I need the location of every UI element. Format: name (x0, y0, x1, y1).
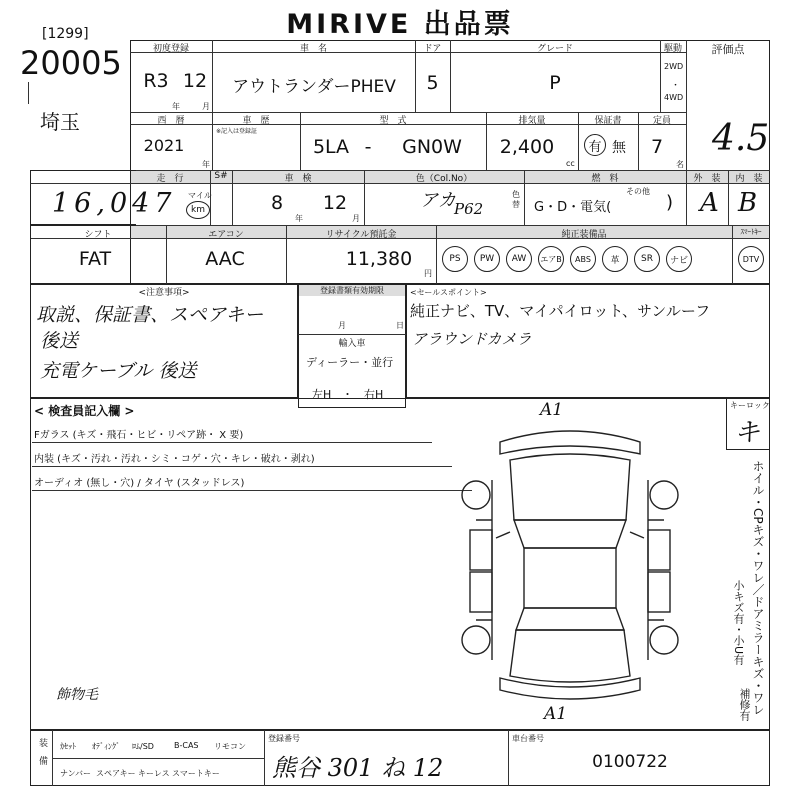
hdr-doors: ドア (423, 44, 442, 54)
equip-leather: 革 (602, 246, 628, 272)
mileage-km: km (186, 201, 210, 219)
score-value: 4.5 (712, 118, 770, 159)
fuel-options: G・D・電気( (534, 200, 612, 215)
footer-equip-2: ｵﾃﾞｨﾝｸﾞ (92, 742, 120, 751)
equip-aw: AW (506, 246, 532, 272)
damage-legend: ホイル・CPキズ・ワレ／ドアミラーキズ・ワレ (751, 460, 765, 716)
footer-equip-5: リモコン (214, 742, 246, 751)
warranty-yes: 有 (584, 134, 606, 156)
diagram-mark-top: A1 (540, 400, 564, 420)
shift-row-box (30, 225, 136, 284)
interior-grade: B (738, 188, 758, 218)
footer-equip-1: ｶｾｯﾄ (60, 742, 76, 751)
drive-4wd: 4WD (664, 93, 684, 102)
car-diagram (440, 420, 700, 710)
note-2: 後送 (40, 330, 79, 352)
mileage-row-box (30, 170, 136, 225)
capacity: 7 (650, 136, 664, 158)
footer-equip-8: キーレス (138, 769, 170, 778)
aircon-value: AAC (205, 248, 245, 270)
reg-month: 12 (182, 70, 208, 92)
recycle-value: 11,380 (345, 248, 413, 270)
grade: P (549, 72, 561, 94)
year-value: 2021 (143, 136, 185, 155)
diagram-mark-bottom: A1 (544, 704, 568, 724)
lot-small-number: [1299] (42, 26, 89, 42)
inspector-line-1: Fガラス (キズ・飛石・ヒビ・リペア跡・ X 要) (34, 430, 244, 441)
drive-dot: ・ (671, 81, 681, 91)
doors: 5 (426, 72, 439, 94)
hdr-grade: グレード (536, 44, 573, 54)
equip-ps: PS (442, 246, 468, 272)
model-prefix: 5LA (312, 136, 350, 158)
lot-location: 埼玉 (40, 110, 80, 134)
equip-navi: ナビ (666, 246, 692, 272)
equip-abs: ABS (570, 246, 596, 272)
reg-number: 熊谷 301 ね 12 (272, 754, 444, 782)
inspection-month: 12 (322, 192, 348, 214)
chassis-number: 0100722 (592, 752, 668, 772)
hdr-score: 評価点 (711, 43, 745, 56)
sales-point-1: 純正ナビ、TV、マイパイロット、サンルーフ (410, 302, 711, 320)
displacement: 2,400 (499, 136, 555, 158)
exterior-grade: A (700, 188, 719, 218)
inspector-line-3: オーディオ (無し・穴) / タイヤ (スタッドレス) (34, 478, 245, 489)
footer-equip-7: スペアキー (96, 769, 136, 778)
note-3: 充電ケーブル 後送 (40, 360, 197, 382)
shift-value: FAT (78, 248, 112, 270)
mileage-value: 16,047 (52, 188, 177, 219)
sales-point-2: アラウンドカメラ (412, 330, 532, 348)
inspection-year: 8 (270, 192, 284, 214)
note-1: 取説、保証書、スペアキー (36, 304, 264, 326)
hdr-drive: 駆動 (663, 44, 682, 54)
model-code: GN0W (402, 136, 462, 158)
inspector-line-2: 内装 (キズ・汚れ・汚れ・シミ・コゲ・穴・キレ・破れ・剥れ) (34, 454, 315, 465)
equip-airbag: エアB (538, 246, 564, 272)
equip-sr: SR (634, 246, 660, 272)
page-title: MIRIVE 出品票 (286, 9, 514, 40)
equip-pw: PW (474, 246, 500, 272)
color-code: P62 (454, 200, 484, 218)
footer-equip-4: B-CAS (174, 741, 199, 750)
footer-equip-9: スマートキー (172, 769, 220, 778)
drive-2wd: 2WD (664, 62, 684, 71)
lot-number: 20005 (20, 44, 122, 82)
keylock-value: キ (734, 418, 761, 448)
reg-era: R3 (143, 70, 169, 92)
color-value: アカ (420, 190, 456, 211)
dealer-option: ディーラー・並行 (306, 356, 394, 369)
footer-equip-3: ﾛﾑ/SD (132, 742, 154, 751)
footer-equip-6: ナンバー (60, 769, 92, 778)
car-name: アウトランダーPHEV (232, 77, 396, 97)
hdr-first-reg: 初度登録 (152, 44, 189, 54)
hdr-car-name: 車 名 (299, 44, 327, 54)
equip-dtv: DTV (738, 246, 764, 272)
bottom-note: 飾物毛 (56, 687, 98, 703)
lot-tick (28, 82, 29, 104)
